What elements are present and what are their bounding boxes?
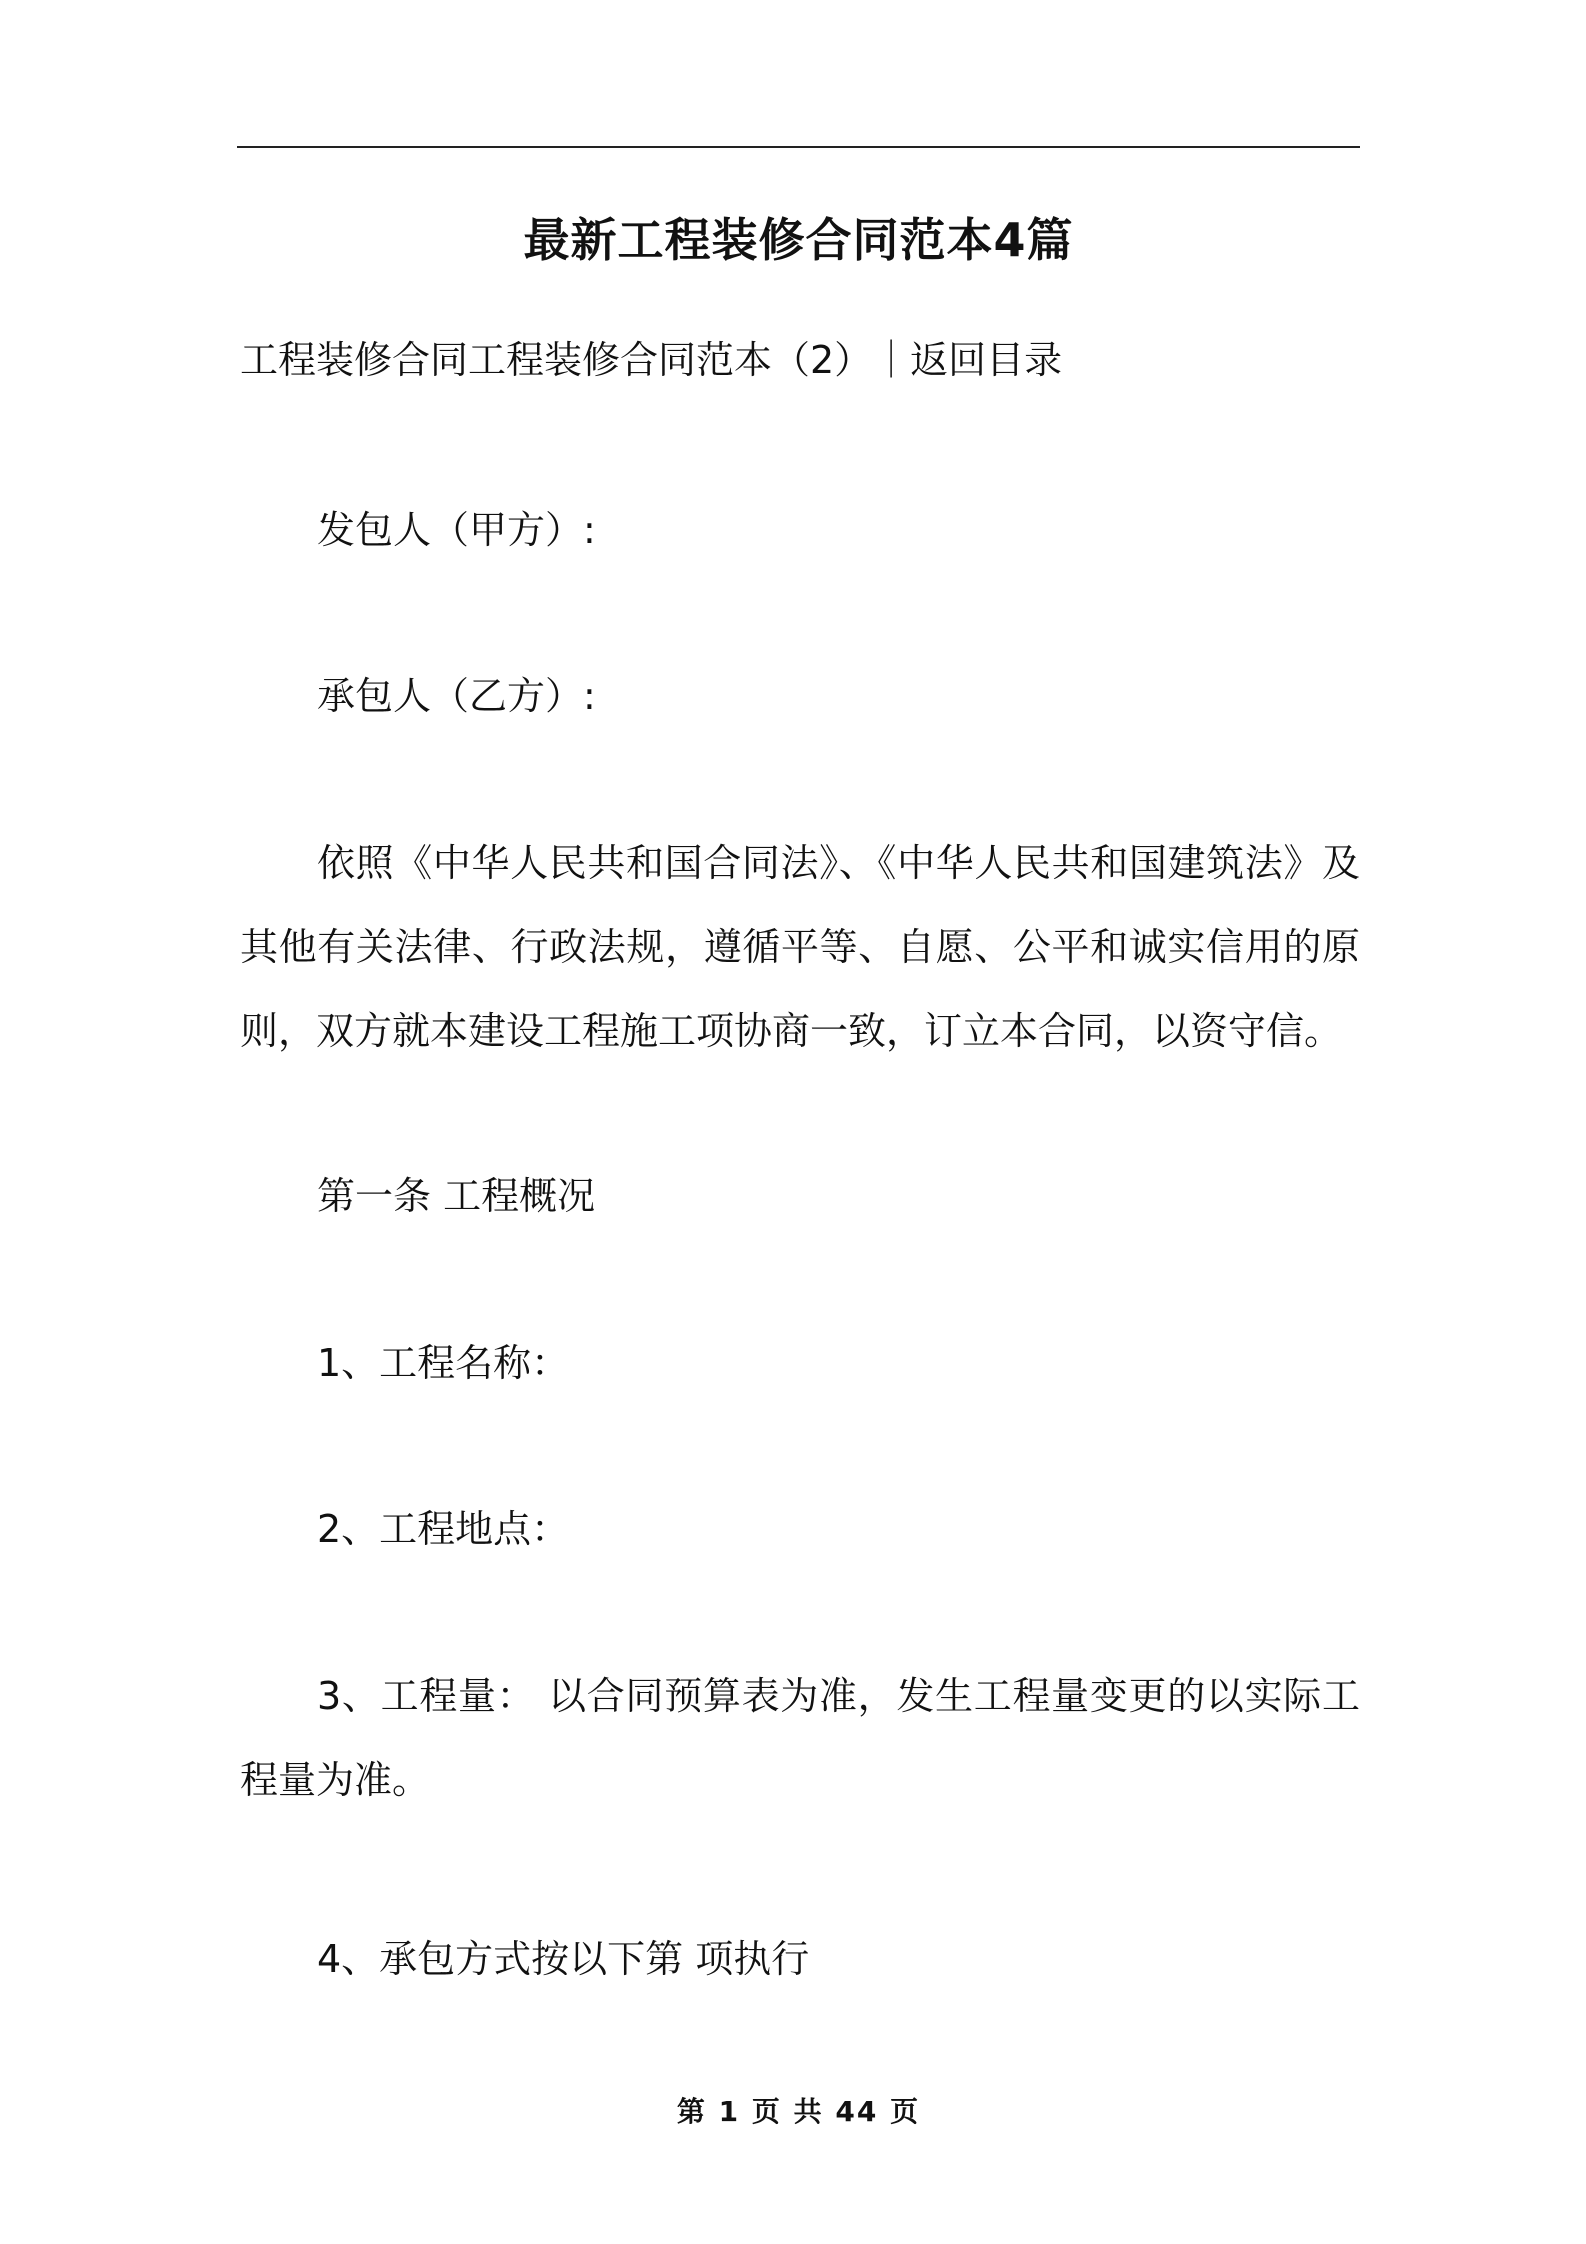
item-4-contract-mode: 4、承包方式按以下第 项执行 <box>317 1937 810 1981</box>
document-title: 最新工程装修合同范本4篇 <box>523 213 1074 267</box>
item-1-project-name: 1、工程名称： <box>317 1341 570 1385</box>
header-rule <box>237 146 1360 148</box>
item-2-project-location: 2、工程地点： <box>317 1507 570 1551</box>
subtitle-back-to-toc-line[interactable]: 工程装修合同工程装修合同范本（2）｜返回目录 <box>240 338 1063 382</box>
preamble-paragraph: 依照《中华人民共和国合同法》、《中华人民共和国建筑法》及其他有关法律、行政法规，遵循平等、自愿、公平和诚实信用的原则，双方就本建设工程施工项协商一致，订立本合同，以资守信。 <box>240 841 1360 1053</box>
party-a-line: 发包人（甲方）: <box>317 508 596 552</box>
article-1-heading: 第一条 工程概况 <box>317 1174 596 1218</box>
page-number-label: 第 1 页 共 44 页 <box>676 2095 921 2128</box>
party-b-line: 承包人（乙方）: <box>317 674 596 718</box>
page-footer <box>237 2092 1360 2132</box>
item-3-quantity: 3、工程量： 以合同预算表为准，发生工程量变更的以实际工程量为准。 <box>240 1674 1360 1802</box>
